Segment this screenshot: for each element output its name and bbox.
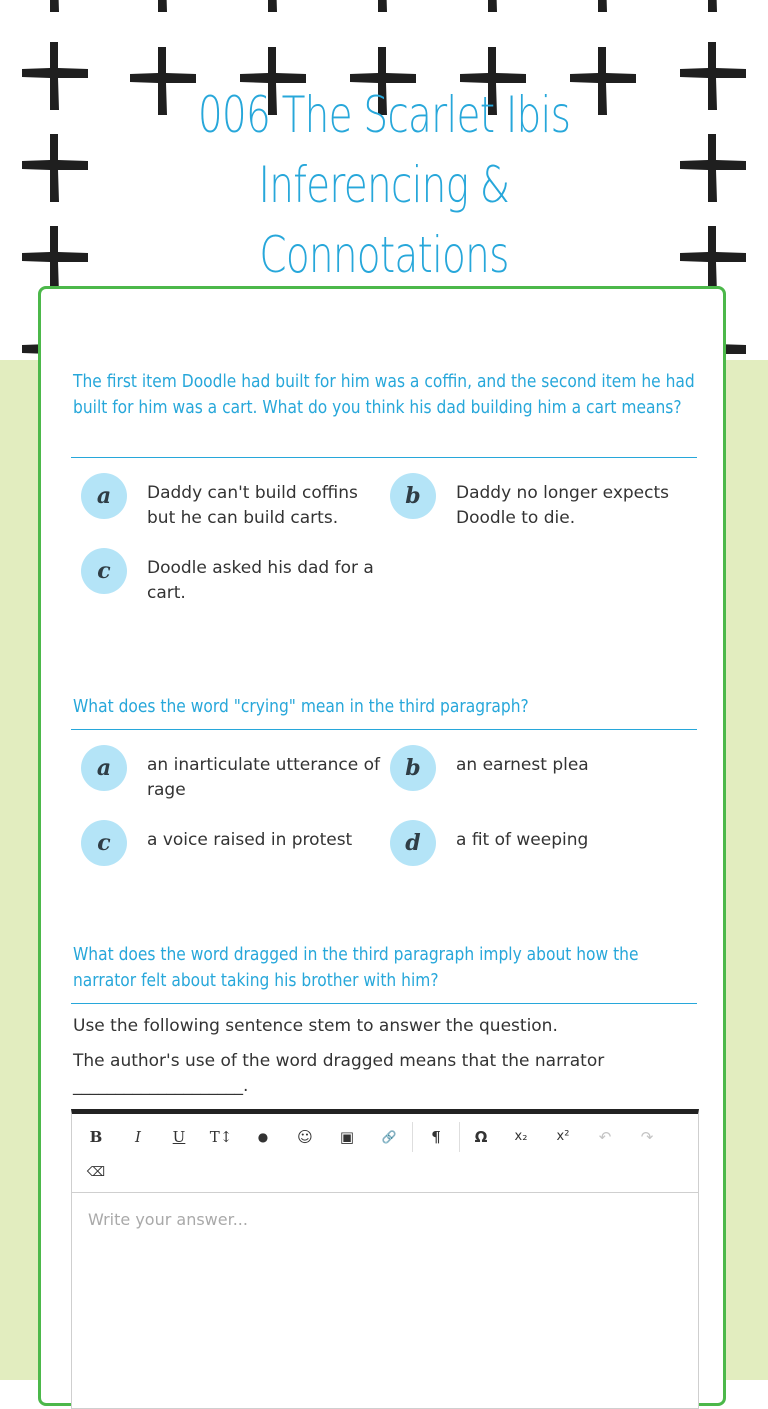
- superscript-button[interactable]: x²: [556, 1129, 570, 1144]
- question-2-text: What does the word "crying" mean in the third paragraph?: [73, 696, 529, 717]
- answer-editor: [71, 1109, 699, 1409]
- clear-format-eraser-icon[interactable]: ⌫: [86, 1165, 106, 1180]
- title-line-2: Inferencing &: [258, 156, 510, 214]
- link-icon[interactable]: 🔗: [381, 1130, 397, 1144]
- answer-textarea-placeholder[interactable]: Write your answer...: [88, 1210, 248, 1229]
- option-letter-badge: c: [81, 548, 127, 594]
- image-icon[interactable]: ▣: [339, 1128, 355, 1146]
- option-letter-badge: b: [390, 473, 436, 519]
- worksheet-card: [38, 286, 726, 1406]
- title-line-1: 006 The Scarlet Ibis: [197, 86, 571, 144]
- option-label: Doodle asked his dad for a cart.: [147, 558, 374, 603]
- question-1-divider: [71, 457, 697, 458]
- option-label: Daddy no longer expects Doodle to die.: [456, 483, 670, 528]
- question-3-divider: [71, 1003, 697, 1004]
- option-letter-badge: a: [81, 473, 127, 519]
- editor-toolbar: [72, 1114, 698, 1193]
- special-character-icon[interactable]: Ω: [474, 1128, 488, 1146]
- italic-button[interactable]: I: [135, 1128, 141, 1146]
- toolbar-separator: [412, 1122, 413, 1152]
- option-letter-badge: d: [390, 820, 436, 866]
- option-letter-badge: c: [81, 820, 127, 866]
- option-label: Daddy can't build coffins but he can build carts.: [147, 483, 358, 528]
- underline-button[interactable]: U: [172, 1128, 186, 1146]
- undo-icon[interactable]: ↶: [598, 1128, 612, 1146]
- option-letter-badge: a: [81, 745, 127, 791]
- color-drop-icon[interactable]: ●: [257, 1130, 269, 1144]
- option-label: a voice raised in protest: [147, 830, 353, 850]
- toolbar-separator: [459, 1122, 460, 1152]
- text-size-button[interactable]: T↕: [209, 1128, 233, 1146]
- question-3-instruction: Use the following sentence stem to answer the question.: [73, 1016, 558, 1036]
- question-1-text: The first item Doodle had built for him was a coffin, and the second item he had built for him was a cart. What do you think his dad building him a cart means?: [73, 371, 695, 418]
- question-3-text: What does the word dragged in the third paragraph imply about how the narrator felt about taking his brother with him?: [73, 944, 639, 991]
- option-label: an earnest plea: [456, 755, 589, 775]
- worksheet-title: [170, 80, 597, 290]
- option-letter-badge: b: [390, 745, 436, 791]
- title-line-3: Connotations: [259, 226, 509, 284]
- bold-button[interactable]: B: [89, 1128, 103, 1146]
- option-label: an inarticulate utterance of rage: [147, 755, 381, 800]
- emoji-icon[interactable]: ☺: [297, 1128, 313, 1146]
- option-label: a fit of weeping: [456, 830, 589, 850]
- question-3-sentence-stem: The author's use of the word dragged means that the narrator ____________________.: [73, 1051, 605, 1096]
- paragraph-direction-icon[interactable]: ¶: [431, 1128, 441, 1146]
- redo-icon[interactable]: ↷: [640, 1128, 654, 1146]
- question-2-divider: [71, 729, 697, 730]
- subscript-button[interactable]: x₂: [514, 1129, 528, 1144]
